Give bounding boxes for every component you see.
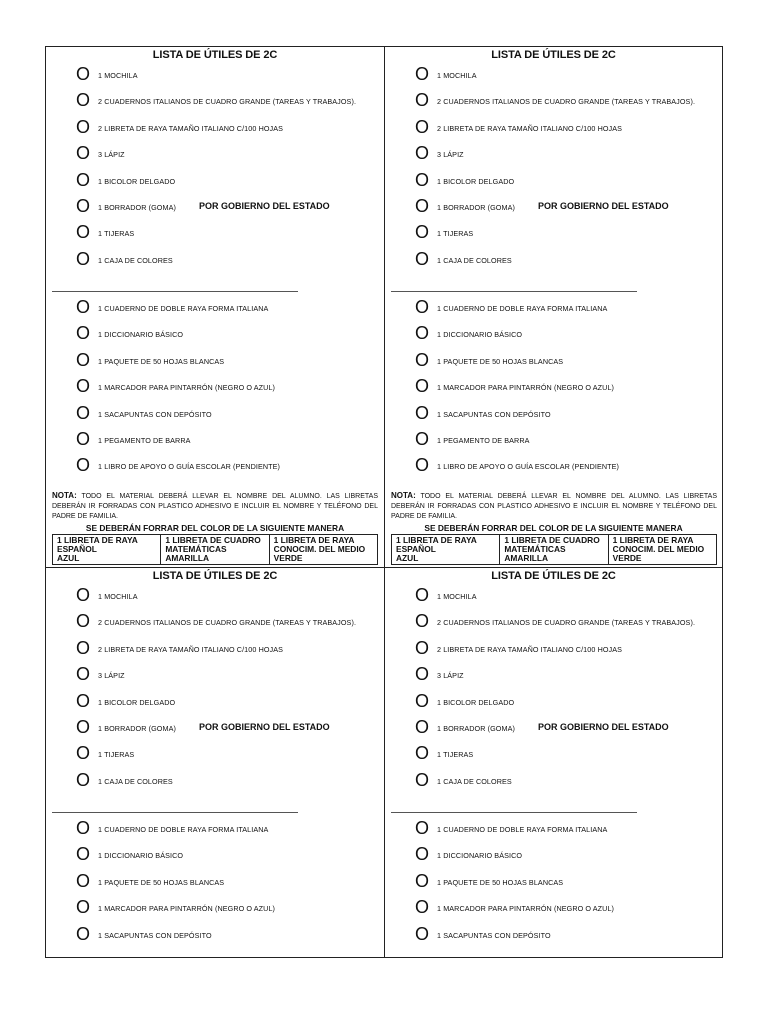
list-title: LISTA DE ÚTILES DE 2C: [152, 49, 278, 61]
list-item: [385, 692, 722, 718]
checkbox-circle[interactable]: O: [76, 664, 91, 685]
provided-by-government-note: POR GOBIERNO DEL ESTADO: [199, 200, 330, 211]
list-title: LISTA DE ÚTILES DE 2C: [152, 570, 278, 582]
list-item: [46, 898, 384, 924]
cell-line: AMARILLA: [165, 553, 210, 563]
checkbox-circle[interactable]: O: [76, 637, 91, 658]
checkbox-circle[interactable]: O: [415, 195, 430, 216]
checkbox-circle[interactable]: O: [415, 64, 430, 84]
item-label: 1 TIJERAS: [437, 229, 474, 239]
item-label: 1 PEGAMENTO DE BARRA: [437, 435, 530, 445]
checkbox-circle[interactable]: O: [415, 716, 430, 737]
item-label: 1 MOCHILA: [437, 592, 477, 601]
item-label: 1 SACAPUNTAS CON DEPÓSITO: [98, 930, 212, 940]
list-item: [46, 819, 384, 845]
supply-group-2: [46, 819, 384, 951]
list-item: [46, 692, 384, 718]
item-label: 1 CAJA DE COLORES: [437, 255, 512, 265]
item-label: 1 PAQUETE DE 50 HOJAS BLANCAS: [98, 877, 225, 887]
note-paragraph: [52, 491, 378, 522]
cell-line: ESPAÑOL: [396, 544, 436, 554]
checkbox-circle[interactable]: O: [76, 897, 91, 918]
item-label: 2 CUADERNOS ITALIANOS DE CUADRO GRANDE (TAREAS Y TRABAJOS).: [437, 97, 696, 107]
item-label: 1 BORRADOR (GOMA): [437, 723, 515, 733]
item-label: 2 LIBRETA DE RAYA TAMAÑO ITALIANO C/100 HOJAS: [437, 123, 623, 133]
supply-list-card: [384, 567, 723, 958]
list-item: [46, 144, 384, 170]
list-item: [385, 872, 722, 898]
item-label: 1 MARCADOR PARA PINTARRÓN (NEGRO O AZUL): [98, 383, 276, 393]
checkbox-circle[interactable]: O: [76, 402, 91, 423]
checkbox-circle[interactable]: O: [415, 323, 430, 344]
list-item: [46, 430, 384, 456]
checkbox-circle[interactable]: O: [415, 585, 430, 605]
item-label: 1 MOCHILA: [98, 71, 138, 80]
cell-line: CONOCIM. DEL MEDIO: [273, 544, 366, 554]
checkbox-circle[interactable]: O: [415, 897, 430, 918]
checkbox-circle[interactable]: O: [415, 455, 430, 476]
list-item: [46, 250, 384, 276]
cell-line: AMARILLA: [504, 553, 549, 563]
supply-group-1: [46, 65, 384, 276]
checkbox-circle[interactable]: O: [415, 248, 430, 269]
item-label: 1 PAQUETE DE 50 HOJAS BLANCAS: [437, 877, 564, 887]
list-item: [385, 324, 722, 350]
list-item: [385, 898, 722, 924]
cell-line: AZUL: [57, 553, 80, 563]
item-label: 1 MARCADOR PARA PINTARRÓN (NEGRO O AZUL): [98, 904, 276, 914]
item-label: 2 LIBRETA DE RAYA TAMAÑO ITALIANO C/100 HOJAS: [98, 644, 284, 654]
list-item: [46, 665, 384, 691]
item-label: 1 BORRADOR (GOMA): [98, 202, 176, 212]
cover-color-cell: [608, 535, 716, 565]
supply-list-card: [45, 567, 385, 958]
list-item: [385, 351, 722, 377]
checkbox-circle[interactable]: O: [76, 870, 91, 891]
supply-list-card: [384, 46, 723, 568]
checkbox-circle[interactable]: O: [415, 169, 430, 190]
cell-line: VERDE: [612, 553, 642, 563]
item-label: 1 BICOLOR DELGADO: [437, 697, 515, 707]
note-text: TODO EL MATERIAL DEBERÁ LLEVAR EL NOMBRE DEL ALUMNO. LAS LIBRETAS DEBERÁN IR FORRADAS CON PLASTICO ADHESIVO E INCLUIR EL NOMBRE Y TELÉFONO DEL PADRE DE FAMILIA.: [52, 493, 378, 520]
list-item: [46, 197, 384, 223]
checkbox-circle[interactable]: O: [76, 297, 91, 317]
list-item: [46, 586, 384, 612]
section-divider: [391, 812, 637, 813]
checkbox-circle[interactable]: O: [415, 611, 430, 632]
item-label: 1 BICOLOR DELGADO: [437, 176, 515, 186]
cover-color-row: [392, 535, 717, 565]
supply-group-1: [46, 586, 384, 797]
list-item: [385, 430, 722, 456]
checkbox-circle[interactable]: O: [76, 349, 91, 370]
list-item: [46, 872, 384, 898]
cover-color-cell: [269, 535, 377, 565]
cover-color-heading: SE DEBERÁN FORRAR DEL COLOR DE LA SIGUIENTE MANERA: [424, 523, 683, 533]
supply-group-2: [385, 819, 722, 951]
item-label: 1 CUADERNO DE DOBLE RAYA FORMA ITALIANA: [437, 825, 608, 834]
checkbox-circle[interactable]: O: [76, 818, 91, 838]
checkbox-circle[interactable]: O: [76, 716, 91, 737]
checkbox-circle[interactable]: O: [415, 402, 430, 423]
item-label: 1 LIBRO DE APOYO O GUÍA ESCOLAR (PENDIENTE): [98, 462, 281, 472]
list-item: [46, 718, 384, 744]
note-label: NOTA:: [52, 491, 77, 500]
cover-color-cell: [500, 535, 608, 565]
item-label: 1 MOCHILA: [437, 71, 477, 80]
item-label: 3 LÁPIZ: [437, 150, 464, 160]
cell-line: 1 LIBRETA DE RAYA: [57, 535, 138, 545]
checkbox-circle[interactable]: O: [76, 143, 91, 164]
list-item: [46, 171, 384, 197]
list-item: [385, 377, 722, 403]
item-label: 1 BORRADOR (GOMA): [98, 723, 176, 733]
item-label: 1 DICCIONARIO BÁSICO: [437, 330, 523, 340]
note-label: NOTA:: [391, 491, 416, 500]
item-label: 1 BICOLOR DELGADO: [98, 697, 176, 707]
item-label: 1 MARCADOR PARA PINTARRÓN (NEGRO O AZUL): [437, 383, 615, 393]
list-item: [385, 250, 722, 276]
list-item: [385, 925, 722, 951]
item-label: 3 LÁPIZ: [98, 150, 125, 160]
checkbox-circle[interactable]: O: [76, 690, 91, 711]
checkbox-circle[interactable]: O: [415, 923, 430, 944]
list-item: [385, 586, 722, 612]
supply-group-1: [385, 65, 722, 276]
checkbox-circle[interactable]: O: [415, 143, 430, 164]
item-label: 1 CUADERNO DE DOBLE RAYA FORMA ITALIANA: [98, 304, 269, 313]
item-label: 1 SACAPUNTAS CON DEPÓSITO: [437, 930, 551, 940]
cell-line: MATEMÁTICAS: [504, 544, 566, 554]
list-item: [46, 298, 384, 324]
list-item: [385, 612, 722, 638]
checkbox-circle[interactable]: O: [76, 923, 91, 944]
item-label: 1 SACAPUNTAS CON DEPÓSITO: [98, 409, 212, 419]
list-item: [46, 744, 384, 770]
checkbox-circle[interactable]: O: [415, 870, 430, 891]
list-item: [385, 404, 722, 430]
checkbox-circle[interactable]: O: [76, 323, 91, 344]
item-label: 1 CAJA DE COLORES: [98, 776, 173, 786]
checkbox-circle[interactable]: O: [76, 844, 91, 865]
list-item: [46, 612, 384, 638]
item-label: 1 CUADERNO DE DOBLE RAYA FORMA ITALIANA: [437, 304, 608, 313]
item-label: 1 DICCIONARIO BÁSICO: [437, 851, 523, 861]
checkbox-circle[interactable]: O: [76, 376, 91, 397]
item-label: 1 TIJERAS: [437, 750, 474, 760]
list-item: [385, 223, 722, 249]
checkbox-circle[interactable]: O: [415, 297, 430, 317]
item-label: 2 CUADERNOS ITALIANOS DE CUADRO GRANDE (TAREAS Y TRABAJOS).: [98, 618, 357, 628]
item-label: 2 CUADERNOS ITALIANOS DE CUADRO GRANDE (TAREAS Y TRABAJOS).: [437, 618, 696, 628]
list-item: [46, 91, 384, 117]
list-item: [46, 351, 384, 377]
cover-color-table: [52, 534, 378, 565]
list-item: [385, 665, 722, 691]
cover-color-heading: SE DEBERÁN FORRAR DEL COLOR DE LA SIGUIENTE MANERA: [85, 523, 345, 533]
item-label: 1 BORRADOR (GOMA): [437, 202, 515, 212]
list-item: [385, 744, 722, 770]
item-label: 1 CUADERNO DE DOBLE RAYA FORMA ITALIANA: [98, 825, 269, 834]
section-divider: [391, 291, 637, 292]
cell-line: 1 LIBRETA DE CUADRO: [504, 535, 600, 545]
cell-line: 1 LIBRETA DE RAYA: [612, 535, 694, 545]
list-item: [46, 404, 384, 430]
supply-group-2: [46, 298, 384, 483]
supply-list-card: [45, 46, 385, 568]
item-label: 1 TIJERAS: [98, 750, 135, 760]
cover-color-table: [391, 534, 717, 565]
item-label: 1 CAJA DE COLORES: [98, 255, 173, 265]
item-label: 2 LIBRETA DE RAYA TAMAÑO ITALIANO C/100 HOJAS: [437, 644, 623, 654]
list-item: [385, 197, 722, 223]
list-item: [46, 324, 384, 350]
item-label: 2 LIBRETA DE RAYA TAMAÑO ITALIANO C/100 HOJAS: [98, 123, 284, 133]
checkbox-circle[interactable]: O: [76, 455, 91, 476]
item-label: 1 PEGAMENTO DE BARRA: [98, 435, 191, 445]
list-item: [385, 639, 722, 665]
item-label: 1 PAQUETE DE 50 HOJAS BLANCAS: [98, 356, 225, 366]
list-title: LISTA DE ÚTILES DE 2C: [491, 49, 616, 61]
checkbox-circle[interactable]: O: [76, 248, 91, 269]
list-item: [385, 91, 722, 117]
supply-group-1: [385, 586, 722, 797]
note-paragraph: [391, 491, 717, 522]
cell-line: AZUL: [396, 553, 419, 563]
item-label: 2 CUADERNOS ITALIANOS DE CUADRO GRANDE (TAREAS Y TRABAJOS).: [98, 97, 357, 107]
checkbox-circle[interactable]: O: [76, 64, 91, 84]
item-label: 1 CAJA DE COLORES: [437, 776, 512, 786]
list-item: [385, 65, 722, 91]
list-item: [46, 456, 384, 482]
list-item: [46, 845, 384, 871]
cell-line: 1 LIBRETA DE RAYA: [273, 535, 355, 545]
cell-line: VERDE: [273, 553, 303, 563]
checkbox-circle[interactable]: O: [76, 195, 91, 216]
list-item: [385, 845, 722, 871]
list-item: [385, 118, 722, 144]
list-item: [385, 771, 722, 797]
item-label: 1 DICCIONARIO BÁSICO: [98, 851, 184, 861]
checkbox-circle[interactable]: O: [415, 349, 430, 370]
list-title: LISTA DE ÚTILES DE 2C: [491, 570, 616, 582]
provided-by-government-note: POR GOBIERNO DEL ESTADO: [538, 200, 669, 211]
cover-color-cell: [53, 535, 161, 565]
checkbox-circle[interactable]: O: [415, 818, 430, 838]
checkbox-circle[interactable]: O: [76, 90, 91, 111]
list-item: [46, 639, 384, 665]
list-item: [385, 171, 722, 197]
checkbox-circle[interactable]: O: [76, 611, 91, 632]
list-item: [385, 298, 722, 324]
checkbox-circle[interactable]: O: [415, 428, 430, 449]
item-label: 1 SACAPUNTAS CON DEPÓSITO: [437, 409, 551, 419]
school-supply-sheet: [45, 46, 723, 958]
provided-by-government-note: POR GOBIERNO DEL ESTADO: [199, 721, 330, 732]
list-item: [385, 718, 722, 744]
cell-line: 1 LIBRETA DE RAYA: [396, 535, 477, 545]
item-label: 1 MARCADOR PARA PINTARRÓN (NEGRO O AZUL): [437, 904, 615, 914]
section-divider: [52, 812, 298, 813]
cell-line: MATEMÁTICAS: [165, 544, 227, 554]
checkbox-circle[interactable]: O: [415, 769, 430, 790]
cell-line: ESPAÑOL: [57, 544, 97, 554]
supply-group-2: [385, 298, 722, 483]
checkbox-circle[interactable]: O: [76, 169, 91, 190]
cover-color-cell: [392, 535, 500, 565]
list-item: [385, 819, 722, 845]
list-item: [385, 144, 722, 170]
section-divider: [52, 291, 298, 292]
item-label: 1 MOCHILA: [98, 592, 138, 601]
checkbox-circle[interactable]: O: [415, 116, 430, 137]
cover-color-cell: [161, 535, 269, 565]
list-item: [46, 118, 384, 144]
item-label: 3 LÁPIZ: [437, 671, 464, 681]
checkbox-circle[interactable]: O: [76, 222, 91, 243]
cell-line: CONOCIM. DEL MEDIO: [612, 544, 705, 554]
cell-line: 1 LIBRETA DE CUADRO: [165, 535, 261, 545]
item-label: 1 BICOLOR DELGADO: [98, 176, 176, 186]
checkbox-circle[interactable]: O: [76, 743, 91, 764]
item-label: 1 PAQUETE DE 50 HOJAS BLANCAS: [437, 356, 564, 366]
checkbox-circle[interactable]: O: [76, 585, 91, 605]
item-label: 3 LÁPIZ: [98, 671, 125, 681]
item-label: 1 LIBRO DE APOYO O GUÍA ESCOLAR (PENDIENTE): [437, 462, 620, 472]
checkbox-circle[interactable]: O: [415, 743, 430, 764]
list-item: [46, 377, 384, 403]
checkbox-circle[interactable]: O: [415, 376, 430, 397]
list-item: [46, 925, 384, 951]
item-label: 1 DICCIONARIO BÁSICO: [98, 330, 184, 340]
note-text: TODO EL MATERIAL DEBERÁ LLEVAR EL NOMBRE DEL ALUMNO. LAS LIBRETAS DEBERÁN IR FORRADAS CON PLASTICO ADHESIVO E INCLUIR EL NOMBRE Y TELÉFONO DEL PADRE DE FAMILIA.: [391, 493, 717, 520]
list-item: [46, 65, 384, 91]
provided-by-government-note: POR GOBIERNO DEL ESTADO: [538, 721, 669, 732]
item-label: 1 TIJERAS: [98, 229, 135, 239]
checkbox-circle[interactable]: O: [415, 222, 430, 243]
checkbox-circle[interactable]: O: [76, 428, 91, 449]
checkbox-circle[interactable]: O: [415, 844, 430, 865]
checkbox-circle[interactable]: O: [415, 664, 430, 685]
checkbox-circle[interactable]: O: [415, 690, 430, 711]
checkbox-circle[interactable]: O: [76, 116, 91, 137]
list-item: [46, 771, 384, 797]
list-item: [46, 223, 384, 249]
list-item: [385, 456, 722, 482]
checkbox-circle[interactable]: O: [415, 637, 430, 658]
cover-color-row: [53, 535, 378, 565]
checkbox-circle[interactable]: O: [415, 90, 430, 111]
checkbox-circle[interactable]: O: [76, 769, 91, 790]
